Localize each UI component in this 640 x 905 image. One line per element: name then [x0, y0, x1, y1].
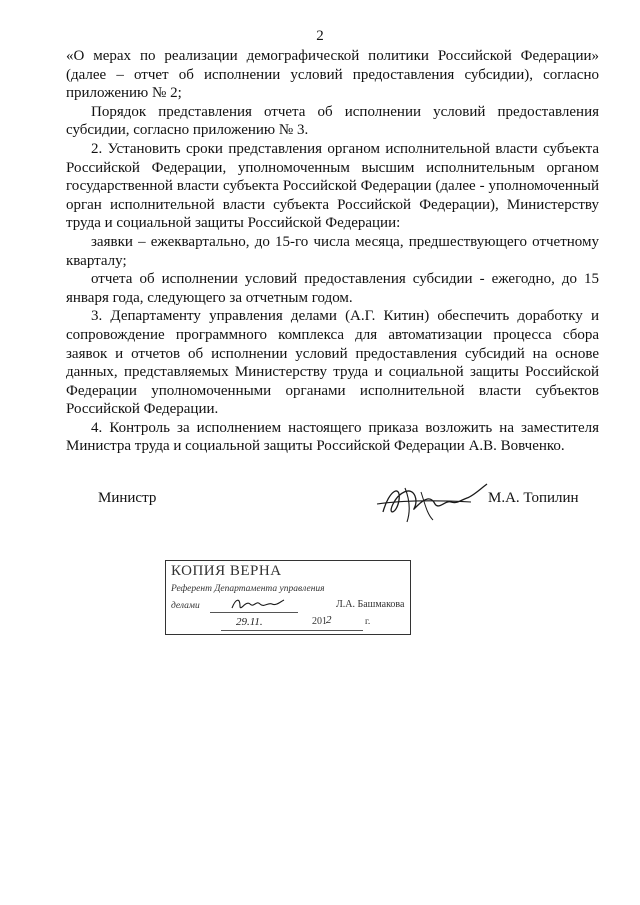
stamp-date-year-handwritten: 2: [326, 614, 332, 626]
page-number: 2: [316, 28, 324, 44]
stamp-role: Референт Департамента управления: [171, 584, 325, 594]
signature-block: [0, 470, 640, 550]
stamp-signature-icon: [228, 594, 288, 614]
paragraph: 2. Установить сроки представления органом исполнительной власти субъекта Российской Федерации, уполномоченным высшим исполнительным органом государственной власти субъекта Российской Федерации (далее - уполномоченный орган исполнительной власти субъекта Российской Федерации), Министерству труда и социальной защиты Российской Федерации:: [66, 140, 599, 232]
paragraph: «О мерах по реализации демографической политики Российской Федерации» (далее – отчет об исполнении условий предоставления субсидии), согласно приложению № 2;: [66, 48, 599, 102]
signatory-title: Министр: [98, 490, 157, 506]
handwritten-signature-icon: [375, 470, 495, 530]
stamp-department: делами: [171, 601, 200, 611]
paragraph: заявки – ежеквартально, до 15-го числа месяца, предшествующего отчетному кварталу;: [66, 233, 599, 269]
paragraph: отчета об исполнении условий предоставления субсидии - ежегодно, до 15 января года, следующего за отчетным годом.: [66, 271, 599, 306]
stamp-date-year: 201: [312, 616, 327, 627]
paragraph: Порядок представления отчета об исполнении условий предоставления субсидии, согласно приложению № 3.: [66, 103, 599, 139]
stamp-date-suffix: г.: [365, 617, 371, 627]
certified-copy-stamp: [165, 560, 411, 635]
paragraph: 3. Департаменту управления делами (А.Г. Китин) обеспечить доработку и сопровождение программного комплекса для автоматизации процесса сбора заявок и отчетов об исполнении условий предоставления субсидий на основе данных, представляемых Министерству труда и социальной защиты Российской Федерации уполномоченными органами исполнительной власти субъектов Российской Федерации.: [66, 308, 599, 418]
paragraph: 4. Контроль за исполнением настоящего приказа возложить на заместителя Министра труда и социальной защиты Российской Федерации А.В. Вовченко.: [66, 419, 599, 455]
stamp-signer-name: Л.А. Башмакова: [336, 599, 405, 610]
stamp-date-line: [221, 630, 363, 631]
signatory-name: М.А. Топилин: [488, 490, 579, 506]
stamp-title: КОПИЯ ВЕРНА: [171, 563, 282, 579]
stamp-date-day: 29.11.: [236, 616, 263, 628]
document-body: [66, 47, 599, 456]
